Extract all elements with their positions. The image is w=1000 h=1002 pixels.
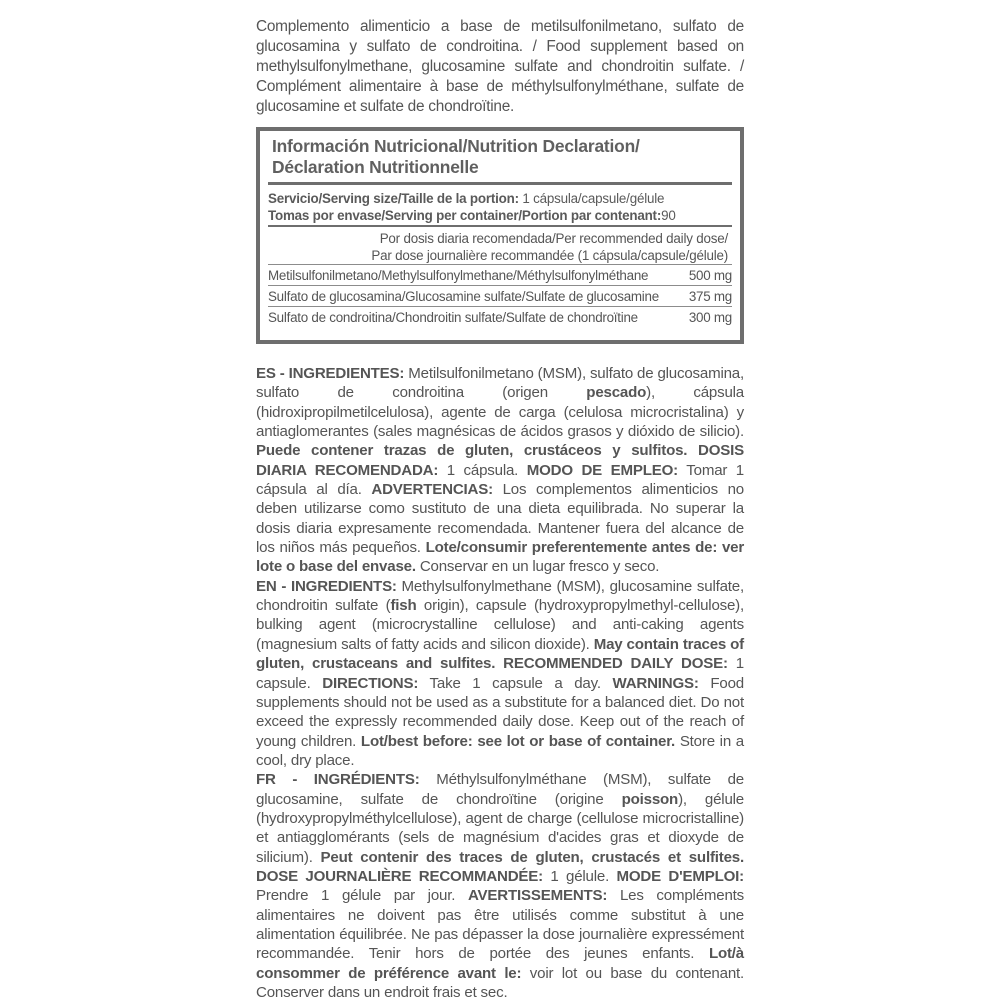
ingredients-en: [256, 577, 744, 770]
allergen: fish: [390, 597, 417, 615]
ingredients-block: [256, 364, 744, 1002]
warnings: Los complementos alimenticios no deben utilizarse como sustituto de una dieta equilibrada. No superar la dosis diaria expresamente recomendada. Mantener fuera del alcance de los niños más pequeños.: [256, 481, 744, 557]
servings-per-container-label: Tomas por envase/Serving per container/Portion par contenant:: [268, 208, 662, 223]
ingredients-label: EN - INGREDIENTS:: [256, 577, 397, 595]
ingredients-fr: [256, 770, 744, 1002]
directions-label: MODO DE EMPLEO:: [526, 461, 678, 479]
nutrient-amount: 300 mg: [688, 310, 732, 325]
storage: Store in a cool, dry place.: [256, 732, 744, 769]
traces-warning: Puede contener trazas de gluten, crustáceos y sulfitos.: [256, 442, 688, 460]
directions: Tomar 1 cápsula al día.: [256, 461, 744, 499]
daily-dose: 1 capsule.: [256, 655, 745, 692]
lot-label: Lote/consumir preferentemente antes de: ver lote o base del envase.: [256, 539, 745, 576]
nutrient-row: [268, 265, 732, 285]
daily-dose: 1 cápsula.: [438, 461, 527, 479]
servings-per-container: [268, 207, 732, 224]
nutrition-title-line-1: Información Nutricional/Nutrition Declaration/: [272, 136, 640, 156]
traces-warning: May contain traces of gluten, crustaceans and sulfites.: [256, 635, 744, 673]
storage: voir lot ou base du contenant. Conserver dans un endroit frais et sec.: [256, 964, 745, 1001]
nutrient-row: [268, 307, 732, 327]
warnings: Les compléments alimentaires ne doivent pas être utilisés comme substitut à une alimentation équilibrée. Ne pas dépasser la dose journalière expressément recommandée. Tenir hors de portée des jeunes enfants.: [256, 887, 744, 963]
nutrition-title-line-2: Déclaration Nutritionnelle: [272, 157, 479, 177]
nutrient-amount: 500 mg: [688, 268, 732, 283]
nutrient-name: Sulfato de glucosamina/Glucosamine sulfate/Sulfate de glucosamine: [268, 289, 659, 304]
ingredients-label: ES - INGREDIENTES:: [256, 365, 405, 382]
lot-label: Lot/à consommer de préférence avant le:: [256, 945, 744, 982]
ingredients-text: origin), capsule (hydroxypropylmethyl-cellulose), bulking agent (microcrystalline cellulose) and anti-caking agents (magnesium salts of fatty acids and silicon dioxide).: [256, 597, 744, 653]
directions: Prendre 1 gélule par jour.: [256, 887, 468, 905]
ingredients-text: Metilsulfonilmetano (MSM), sulfato de glucosamina, sulfato de condroitina (origen: [256, 365, 744, 402]
daily-dose: 1 gélule.: [543, 867, 617, 885]
daily-dose-label: RECOMMENDED DAILY DOSE:: [495, 655, 728, 673]
ingredients-text: Méthylsulfonylméthane (MSM), sulfate de glucosamine, sulfate de chondroïtine (origine: [256, 771, 745, 808]
nutrition-table: [256, 127, 744, 344]
warnings: Food supplements should not be used as a substitute for a balanced diet. Do not exceed the expressly recommended daily dose. Keep out of the reach of young children.: [256, 674, 744, 750]
warnings-label: ADVERTENCIAS:: [371, 481, 493, 499]
directions: Take 1 capsule a day.: [418, 674, 613, 692]
nutrient-row: [268, 286, 732, 306]
per-dose-line-1: Por dosis diaria recomendada/Per recommended daily dose/: [379, 231, 728, 246]
nutrient-name: Sulfato de condroitina/Chondroitin sulfate/Sulfate de chondroïtine: [268, 310, 638, 325]
allergen: pescado: [586, 384, 647, 402]
ingredients-text: ), cápsula (hidroxipropilmetilcelulosa), agente de carga (celulosa microcristalina) y antiaglomerantes (sales magnésicas de ácidos grasos y dióxido de silicio).: [256, 384, 744, 441]
daily-dose-label: DOSIS DIARIA RECOMENDADA:: [256, 442, 744, 479]
nutrient-name: Metilsulfonilmetano/Methylsulfonylmethane/Méthylsulfonylméthane: [268, 268, 649, 283]
warnings-label: AVERTISSEMENTS:: [467, 887, 608, 905]
ingredients-label: FR - INGRÉDIENTS:: [256, 771, 420, 789]
directions-label: DIRECTIONS:: [322, 674, 419, 692]
nutrient-amount: 375 mg: [688, 289, 732, 304]
allergen: poisson: [621, 790, 679, 808]
storage: Conservar en un lugar fresco y seco.: [415, 558, 660, 576]
serving-size: [268, 190, 732, 207]
serving-size-label: Servicio/Serving size/Taille de la portion:: [268, 191, 519, 206]
daily-dose-label: DOSE JOURNALIÈRE RECOMMANDÉE:: [256, 867, 543, 885]
traces-warning: Peut contenir des traces de gluten, crustacés et sulfites.: [320, 848, 744, 866]
divider: [268, 182, 732, 185]
intro-text: Complemento alimenticio a base de metilsulfonilmetano, sulfato de glucosamina y sulfato de condroitina. / Food supplement based on methylsulfonylmethane, glucosamine sulfate and chondroitin sulfate. / Complément alimentaire à base de méthylsulfonylméthane, sulfate de glucosamine et sulfate de chondroïtine.: [256, 18, 744, 115]
per-dose-header: [268, 230, 732, 264]
servings-per-container-value: 90: [661, 208, 676, 223]
warnings-label: WARNINGS:: [612, 674, 699, 692]
divider: [268, 225, 732, 227]
nutrition-title: [272, 136, 732, 178]
per-dose-line-2: Par dose journalière recommandée (1 cápsula/capsule/gélule): [371, 248, 728, 263]
lot-label: Lot/best before: see lot or base of container.: [360, 732, 676, 750]
ingredients-text: Methylsulfonylmethane (MSM), glucosamine sulfate, chondroitin sulfate (: [256, 577, 744, 615]
serving-size-value: 1 cápsula/capsule/gélule: [518, 191, 665, 206]
ingredients-es: [256, 364, 744, 577]
ingredients-text: ), gélule (hydroxypropylméthylcellulose), agent de charge (cellulose microcristalline) et antiagglomérants (sels de magnésium d'acides gras et dioxyde de silicium).: [256, 790, 745, 866]
directions-label: MODE D'EMPLOI:: [616, 867, 744, 885]
